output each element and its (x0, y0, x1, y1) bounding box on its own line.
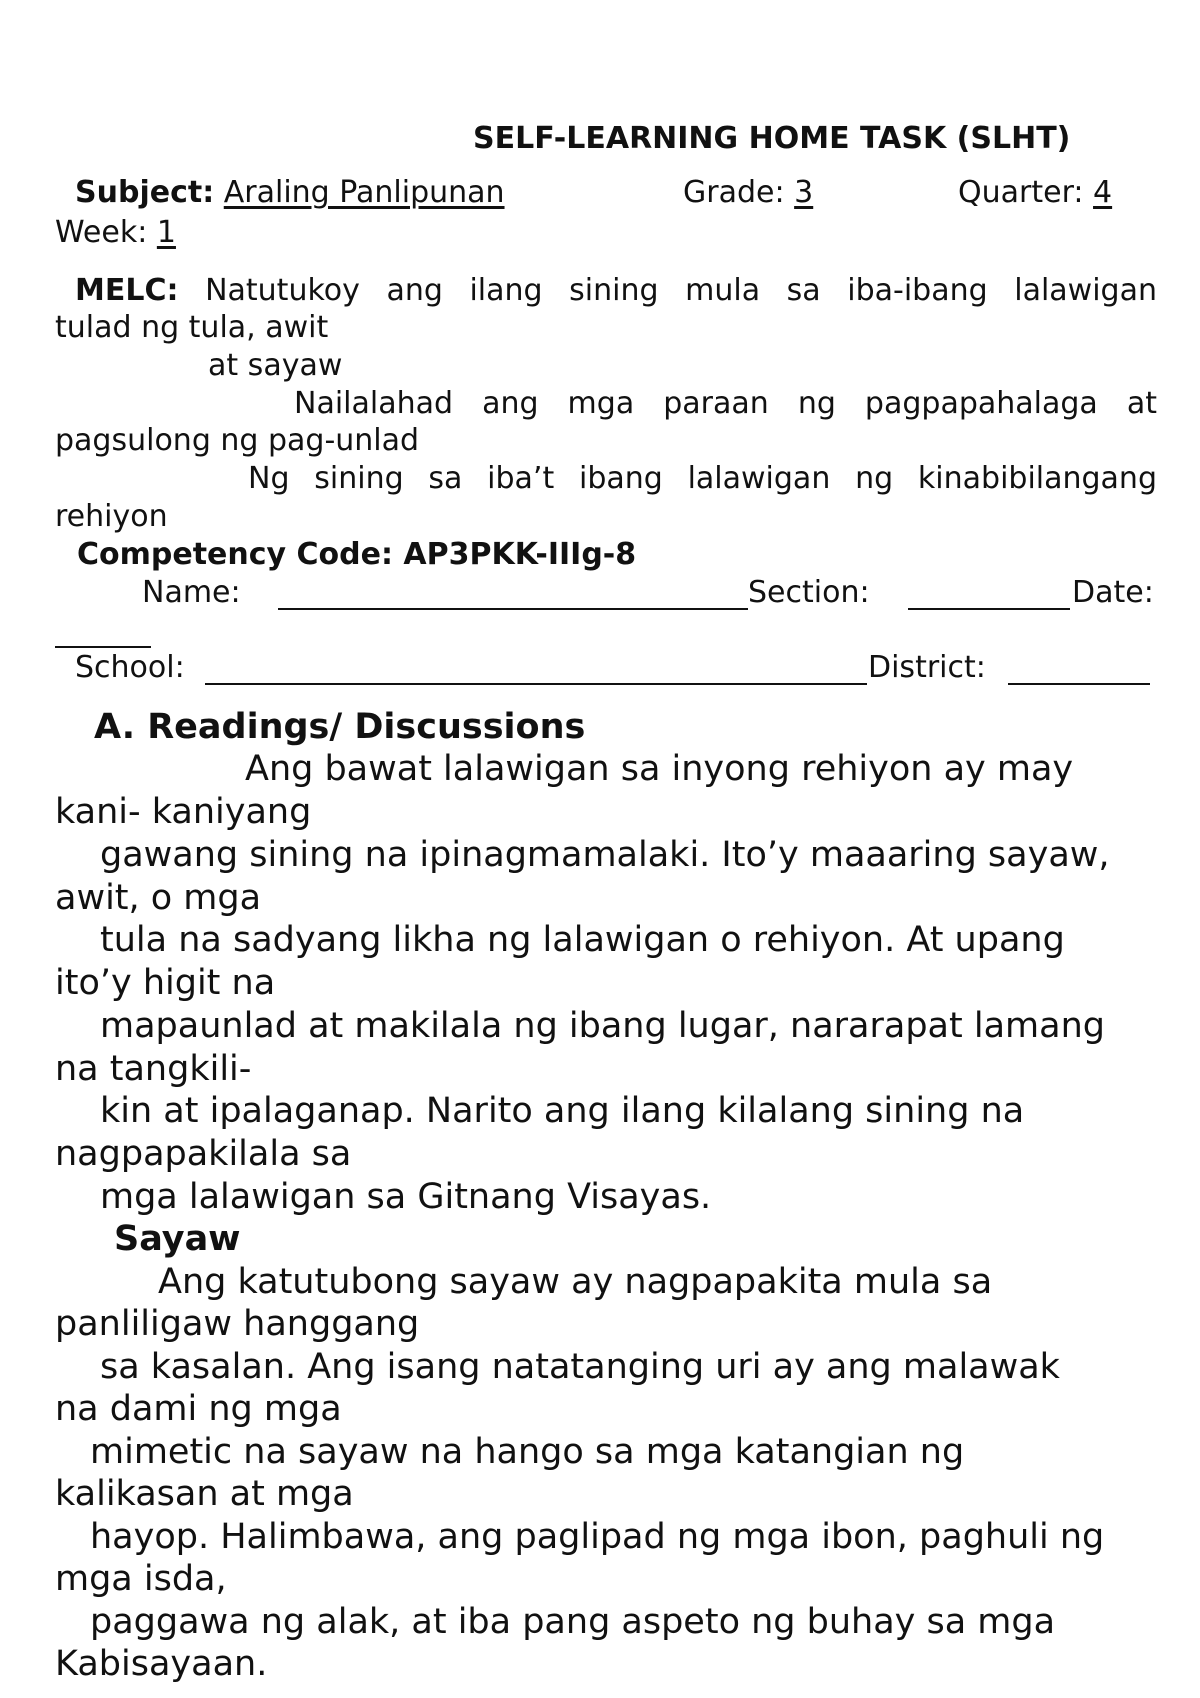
section-label: Section: (748, 575, 870, 610)
subject-value: Araling Panlipunan (223, 175, 505, 210)
readings-line-7: mapaunlad at makilala ng ibang lugar, nararapat lamang (100, 1006, 1105, 1046)
readings-line-2: kani- kaniyang (55, 792, 312, 832)
name-label: Name: (142, 575, 241, 610)
melc-line-6: Ng sining sa iba’t ibang lalawigan ng kinabibilangang (248, 461, 1157, 496)
sayaw-line-10: Kabisayaan. (55, 1644, 268, 1684)
sayaw-line-7: hayop. Halimbawa, ang paglipad ng mga ibon, paghuli ng (90, 1517, 1105, 1557)
melc-line-2: tulad ng tula, awit (55, 310, 329, 345)
readings-line-6: ito’y higit na (55, 963, 276, 1003)
subject-label: Subject: (75, 175, 215, 210)
quarter-line (958, 175, 1113, 210)
grade-line (683, 175, 814, 210)
quarter-value: 4 (1093, 175, 1113, 210)
readings-line-5: tula na sadyang likha ng lalawigan o rehiyon. At upang (100, 920, 1065, 960)
melc-line-7: rehiyon (55, 499, 168, 534)
section-field[interactable] (908, 584, 1070, 610)
district-field[interactable] (1008, 659, 1150, 685)
melc-line-3: at sayaw (208, 348, 343, 383)
readings-line-10: nagpapakilala sa (55, 1134, 352, 1174)
readings-line-9: kin at ipalaganap. Narito ang ilang kilalang sining na (100, 1091, 1025, 1131)
sayaw-line-5: mimetic na sayaw na hango sa mga katangian ng (90, 1432, 965, 1472)
week-label: Week: (55, 215, 148, 250)
document-title: SELF-LEARNING HOME TASK (SLHT) (473, 121, 1071, 156)
date-field[interactable] (55, 622, 151, 648)
melc-line-1 (75, 273, 1157, 308)
readings-line-4: awit, o mga (55, 878, 262, 918)
subject-line (75, 175, 505, 210)
melc-line-5: pagsulong ng pag-unlad (55, 423, 420, 458)
grade-label: Grade: (683, 175, 785, 210)
readings-line-8: na tangkili- (55, 1049, 252, 1089)
readings-heading: A. Readings/ Discussions (94, 707, 586, 747)
readings-line-3: gawang sining na ipinagmamalaki. Ito’y maaaring sayaw, (100, 835, 1110, 875)
sayaw-line-3: sa kasalan. Ang isang natatanging uri ay ang malawak (100, 1347, 1060, 1387)
melc-label: MELC: (75, 273, 179, 308)
week-value: 1 (156, 215, 176, 250)
readings-line-11: mga lalawigan sa Gitnang Visayas. (100, 1177, 712, 1217)
name-field[interactable] (278, 584, 748, 610)
melc-text-1: Natutukoy ang ilang sining mula sa iba-ibang lalawigan (205, 273, 1157, 308)
school-label: School: (75, 650, 185, 685)
week-line (55, 215, 176, 250)
sayaw-heading: Sayaw (114, 1219, 241, 1259)
competency-code: Competency Code: AP3PKK-IIIg-8 (77, 537, 637, 572)
melc-line-4: Nailalahad ang mga paraan ng pagpapahalaga at (294, 386, 1157, 421)
sayaw-line-8: mga isda, (55, 1559, 227, 1599)
sayaw-line-4: na dami ng mga (55, 1389, 342, 1429)
district-label: District: (868, 650, 986, 685)
quarter-label: Quarter: (958, 175, 1084, 210)
sayaw-line-9: paggawa ng alak, at iba pang aspeto ng buhay sa mga (90, 1602, 1056, 1642)
readings-line-1: Ang bawat lalawigan sa inyong rehiyon ay may (245, 749, 1074, 789)
sayaw-line-1: Ang katutubong sayaw ay nagpapakita mula sa (158, 1262, 993, 1302)
date-label: Date: (1072, 575, 1154, 610)
sayaw-line-2: panliligaw hanggang (55, 1304, 420, 1344)
school-field[interactable] (205, 659, 867, 685)
grade-value: 3 (794, 175, 814, 210)
sayaw-line-6: kalikasan at mga (55, 1474, 354, 1514)
